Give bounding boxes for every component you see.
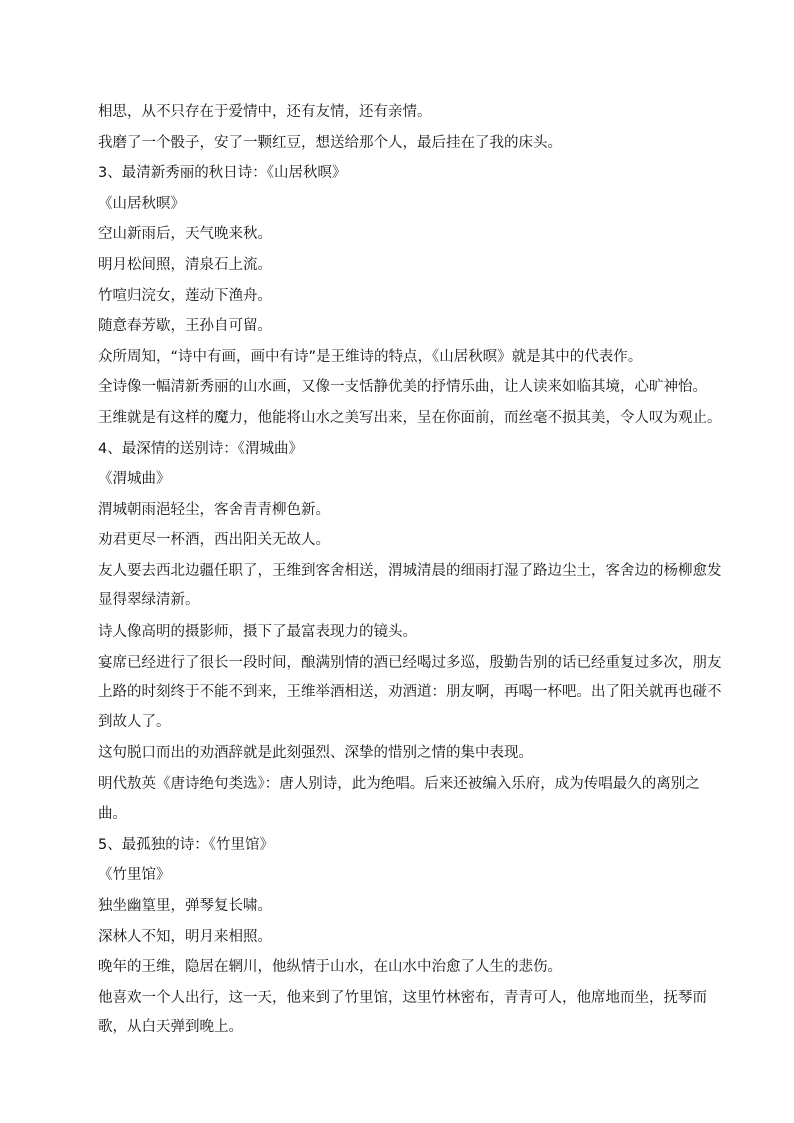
paragraph: 他喜欢一个人出行，这一天，他来到了竹里馆，这里竹林密布，青青可人，他席地而坐，抚琴而歌，从白天弹到晚上。 xyxy=(98,989,707,1036)
section-heading: 4、最深情的送别诗：《渭城曲》 xyxy=(98,440,303,457)
paragraph: 众所周知，“诗中有画，画中有诗”是王维诗的特点，《山居秋暝》就是其中的代表作。 xyxy=(98,348,643,365)
paragraph: 王维就是有这样的魔力，他能将山水之美写出来，呈在你面前，而丝毫不损其美，令人叹为观止。 xyxy=(98,409,722,426)
poem-line: 空山新雨后，天气晚来秋。 xyxy=(98,226,272,243)
paragraph: 我磨了一个骰子，安了一颗红豆，想送给那个人，最后挂在了我的床头。 xyxy=(98,134,562,151)
paragraph: 友人要去西北边疆任职了，王维到客舍相送，渭城清晨的细雨打湿了路边尘土，客舍边的杨柳愈发显得翠绿清新。 xyxy=(98,562,722,609)
paragraph: 晚年的王维，隐居在辋川，他纵情于山水，在山水中治愈了人生的悲伤。 xyxy=(98,959,562,976)
paragraph: 全诗像一幅清新秀丽的山水画，又像一支恬静优美的抒情乐曲，让人读来如临其境，心旷神怡。 xyxy=(98,379,707,396)
poem-title: 《山居秋暝》 xyxy=(98,195,185,212)
poem-title: 《渭城曲》 xyxy=(98,471,171,488)
poem-line: 独坐幽篁里，弹琴复长啸。 xyxy=(98,897,272,914)
paragraph: 明代敖英《唐诗绝句类选》：唐人别诗，此为绝唱。后来还被编入乐府，成为传唱最久的离别之曲。 xyxy=(98,775,700,823)
poem-line: 竹喧归浣女，莲动下渔舟。 xyxy=(98,287,272,304)
document-body xyxy=(98,97,726,1044)
section-heading: 5、最孤独的诗：《竹里馆》 xyxy=(98,836,274,853)
poem-line: 明月松间照，清泉石上流。 xyxy=(98,256,272,273)
poem-line: 深林人不知，明月来相照。 xyxy=(98,928,272,945)
section-heading: 3、最清新秀丽的秋日诗：《山居秋暝》 xyxy=(98,165,347,182)
paragraph: 宴席已经进行了很长一段时间，酿满别情的酒已经喝过多巡，殷勤告别的话已经重复过多次，朋友上路的时刻终于不能不到来，王维举酒相送，劝酒道：朋友啊，再喝一杯吧。出了阳关就再也碰不到故人了。 xyxy=(98,654,722,730)
poem-title: 《竹里馆》 xyxy=(98,867,171,884)
paragraph: 这句脱口而出的劝酒辞就是此刻强烈、深挚的惜别之情的集中表现。 xyxy=(98,745,533,761)
poem-line: 随意春芳歇，王孙自可留。 xyxy=(98,318,272,335)
poem-line: 渭城朝雨浥轻尘，客舍青青柳色新。 xyxy=(98,501,330,518)
paragraph: 诗人像高明的摄影师，摄下了最富表现力的镜头。 xyxy=(98,623,417,640)
poem-line: 劝君更尽一杯酒，西出阳关无故人。 xyxy=(98,532,330,549)
paragraph: 相思，从不只存在于爱情中，还有友情，还有亲情。 xyxy=(98,104,432,120)
